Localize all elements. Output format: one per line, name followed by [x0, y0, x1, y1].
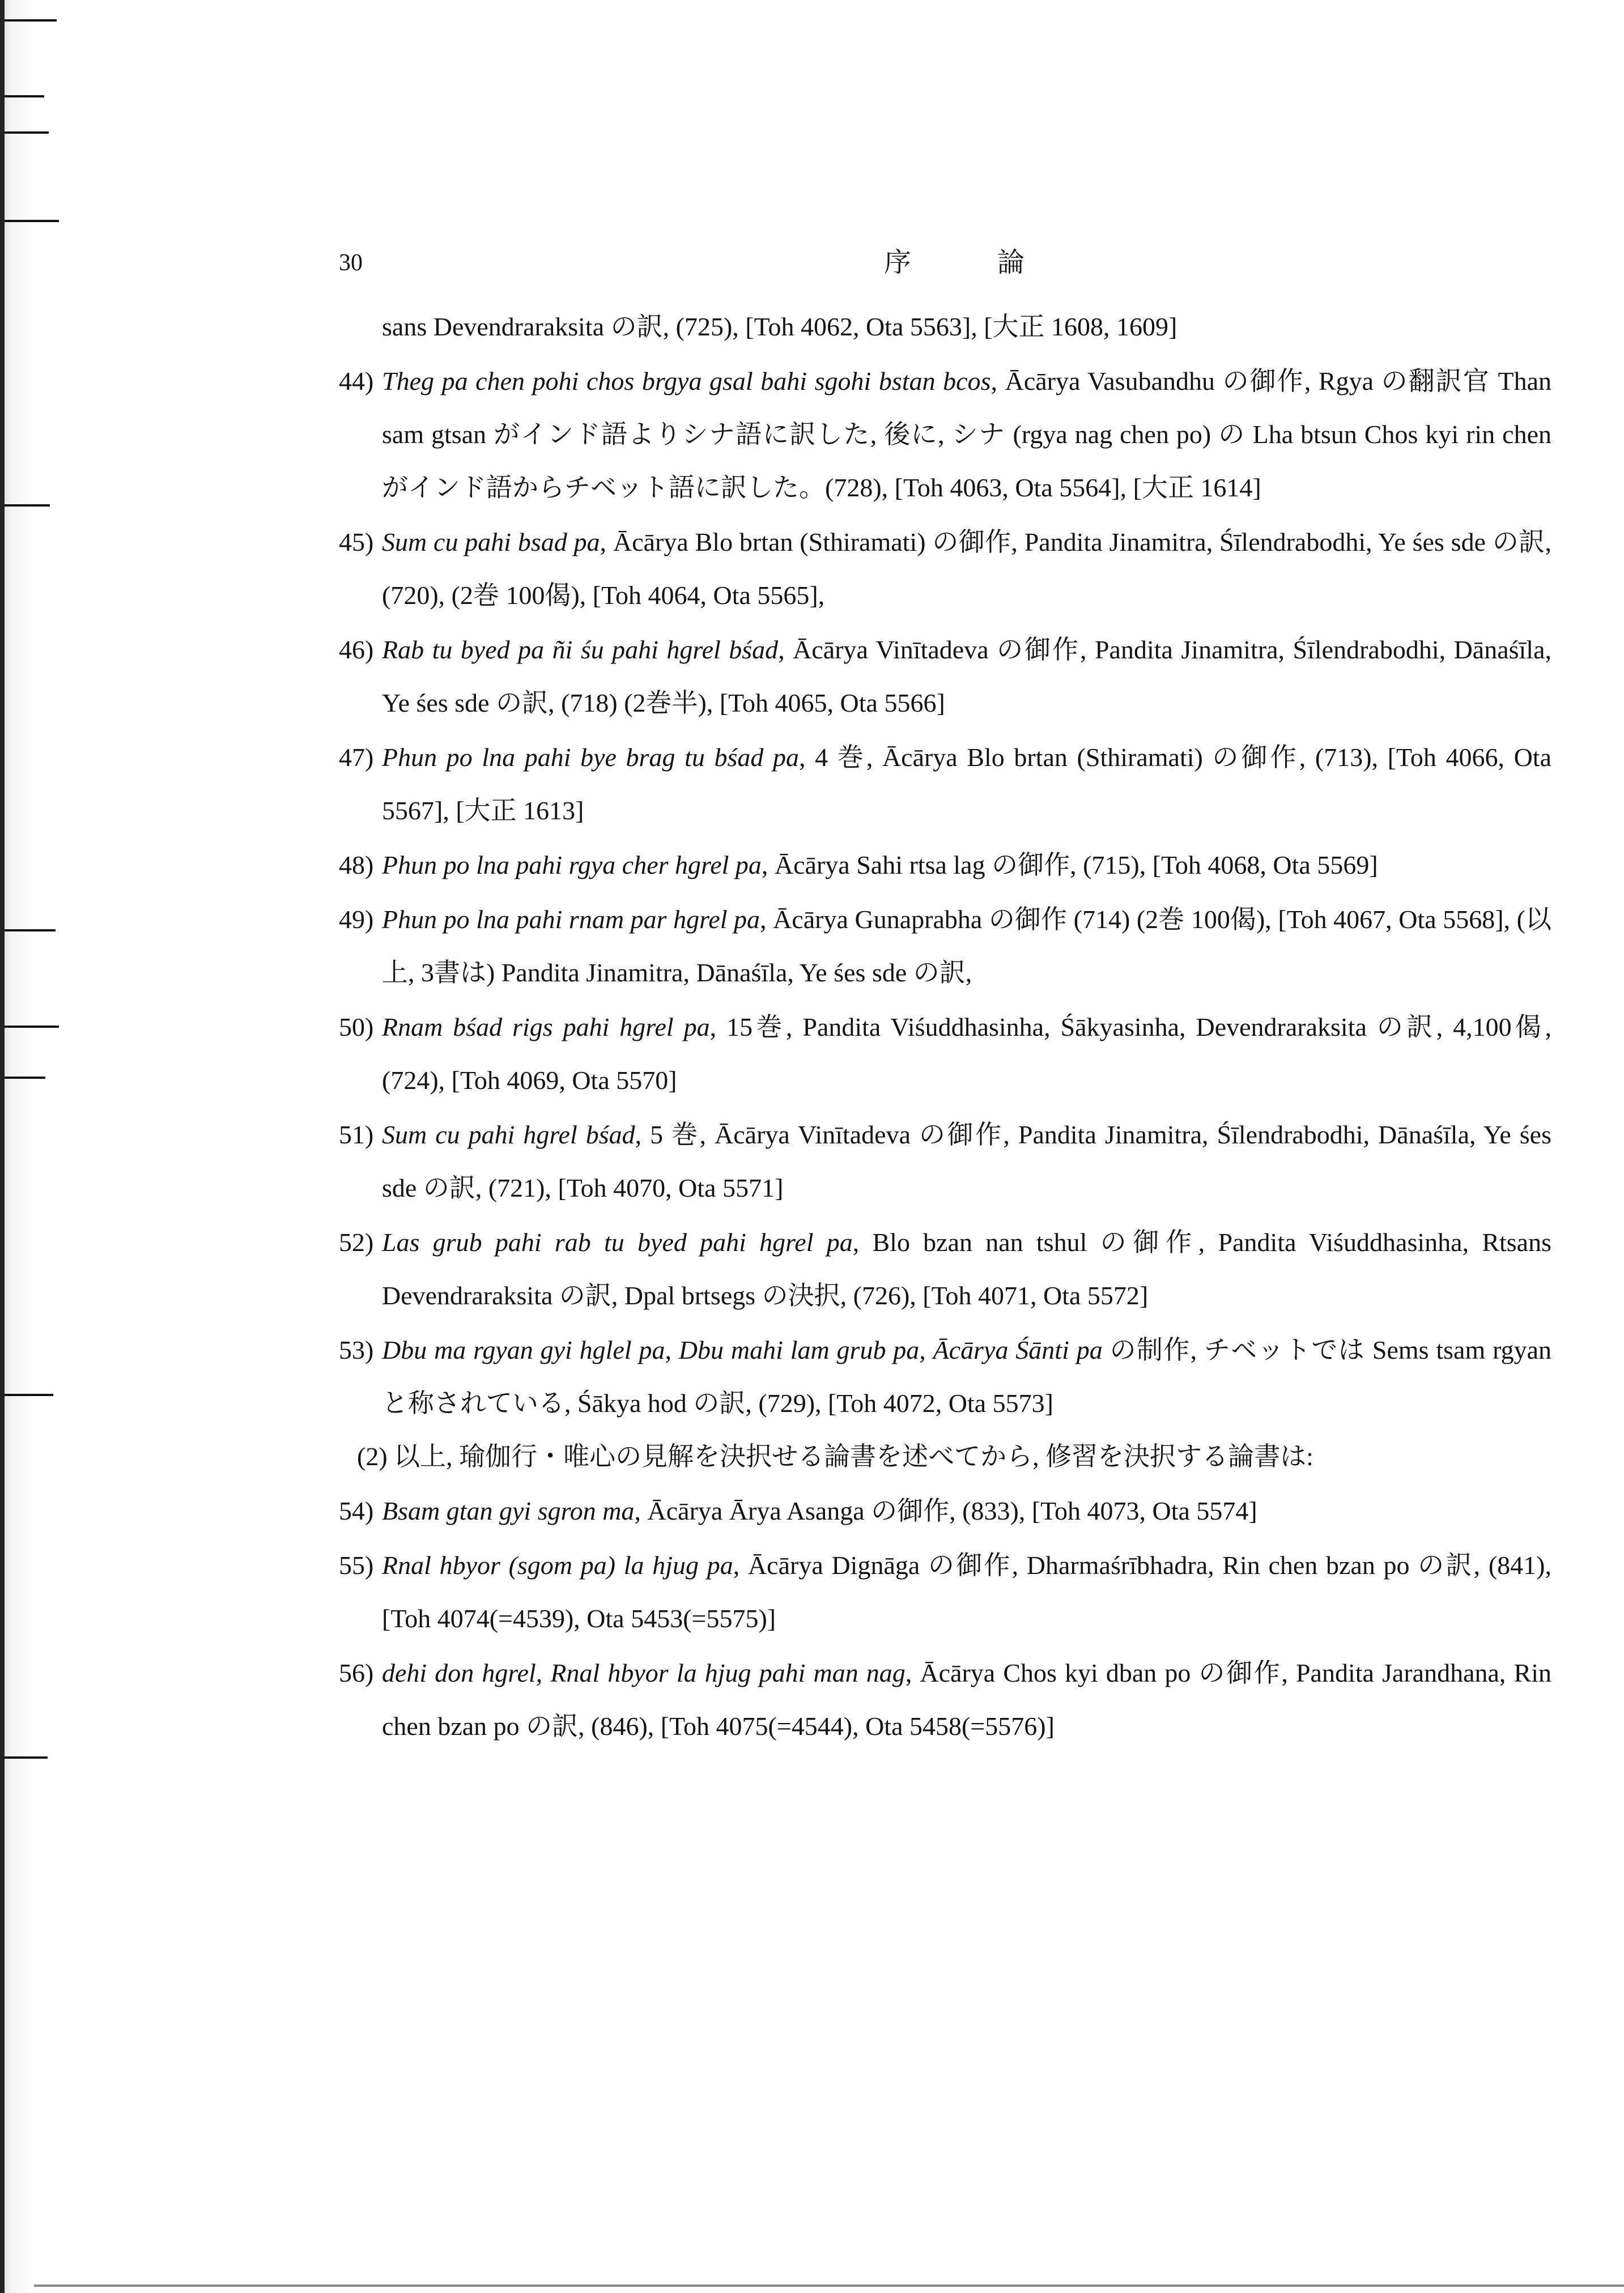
entry-details: , 15巻, Pandita Viśuddhasinha, Śākyasinha, Devendraraksita の訳, 4,100偈, (724), [Toh 4069, Ota 5570]	[382, 1013, 1551, 1095]
entry-number: 46)	[339, 635, 374, 664]
entry-details: , Ācārya Chos kyi dban po の御作, Pandita Jarandhana, Rin chen bzan po の訳, (846), [Toh 4075(=4544), Ota 5458(=5576)]	[382, 1658, 1551, 1741]
entry-number: 51)	[339, 1120, 374, 1149]
entry-number: 49)	[339, 905, 374, 934]
list-item	[339, 731, 1551, 837]
entry-title: dehi don hgrel, Rnal hbyor la hjug pahi man nag	[382, 1658, 905, 1687]
list-item	[339, 1108, 1551, 1215]
edge-tick	[5, 95, 44, 97]
list-item	[339, 893, 1551, 999]
entry-title: Phun po lna pahi rnam par hgrel pa	[382, 905, 760, 934]
entry-details: , 5 巻, Ācārya Vinītadeva の御作, Pandita Jinamitra, Śīlendrabodhi, Dānaśīla, Ye śes sde の訳, (721), [Toh 4070, Ota 5571]	[382, 1120, 1551, 1202]
entry-title: Phun po lna pahi bye brag tu bśad pa	[382, 743, 799, 772]
entry-details: , Ācārya Gunaprabha の御作 (714) (2巻 100偈), [Toh 4067, Ota 5568], (以上, 3書は) Pandita Jinamitra, Dānaśīla, Ye śes sde の訳,	[382, 905, 1551, 987]
entry-title: Phun po lna pahi rgya cher hgrel pa	[382, 850, 762, 879]
entry-title: Rnam bśad rigs pahi hgrel pa	[382, 1013, 710, 1041]
list-item	[339, 355, 1551, 514]
entry-details: , Ācārya Blo brtan (Sthiramati) の御作, Pandita Jinamitra, Śīlendrabodhi, Ye śes sde の訳, (720), (2巻 100偈), [Toh 4064, Ota 5565],	[382, 527, 1551, 610]
entry-number: 54)	[339, 1496, 374, 1525]
entry-title: Rab tu byed pa ñi śu pahi hgrel bśad	[382, 635, 779, 664]
entry-title: Bsam gtan gyi sgron ma	[382, 1496, 635, 1525]
list-item	[339, 839, 1551, 892]
entries-block	[339, 355, 1551, 1430]
edge-tick	[5, 1026, 59, 1028]
entry-details: , Blo bzan nan tshul の御作, Pandita Viśuddhasinha, Rtsans Devendraraksita の訳, Dpal brtsegs の決択, (726), [Toh 4071, Ota 5572]	[382, 1228, 1551, 1310]
continued-entry-line: sans Devendraraksita の訳, (725), [Toh 4062, Ota 5563], [大正 1608, 1609]	[382, 312, 1177, 341]
entry-title: Rnal hbyor (sgom pa) la hjug pa	[382, 1551, 733, 1580]
entry-details: , Ācārya Ārya Asanga の御作, (833), [Toh 4073, Ota 5574]	[634, 1496, 1257, 1525]
edge-tick	[5, 1394, 53, 1396]
entry-details: , Ācārya Dignāga の御作, Dharmaśrībhadra, Rin chen bzan po の訳, (841), [Toh 4074(=4539), Ota 5453(=5575)]	[382, 1551, 1552, 1633]
entry-details: の制作, チベットでは Sems tsam rgyan と称されている, Śākya hod の訳, (729), [Toh 4072, Ota 5573]	[382, 1335, 1551, 1418]
entry-title: Dbu ma rgyan gyi hglel pa, Dbu mahi lam grub pa, Ācārya Śānti pa	[382, 1335, 1103, 1364]
entry-number: 56)	[339, 1658, 374, 1687]
entry-number: 47)	[339, 743, 374, 772]
list-item	[339, 1216, 1551, 1322]
list-item	[339, 1324, 1551, 1430]
list-item	[339, 1484, 1551, 1538]
entry-number: 44)	[339, 367, 374, 395]
entry-number: 48)	[339, 850, 374, 879]
running-head: 序 論	[884, 248, 1065, 278]
binding-edge-line	[0, 0, 5, 2293]
section-heading: (2) 以上, 瑜伽行・唯心の見解を決択せる論書を述べてから, 修習を決択する論書は:	[357, 1442, 1313, 1471]
edge-tick	[5, 929, 56, 931]
edge-tick	[5, 19, 57, 22]
page-number: 30	[339, 250, 363, 276]
entry-number: 52)	[339, 1228, 374, 1257]
entry-details: , 4 巻, Ācārya Blo brtan (Sthiramati) の御作, (713), [Toh 4066, Ota 5567], [大正 1613]	[382, 743, 1551, 825]
body-text	[339, 300, 1551, 1754]
list-item	[339, 1001, 1551, 1107]
entry-details: , Ācārya Sahi rtsa lag の御作, (715), [Toh 4068, Ota 5569]	[761, 850, 1378, 879]
list-item	[339, 1647, 1551, 1753]
list-item	[339, 623, 1551, 730]
entries-block-after	[339, 1484, 1551, 1753]
bottom-scan-line	[34, 2285, 1624, 2287]
edge-tick	[5, 504, 50, 507]
entry-number: 53)	[339, 1335, 374, 1364]
entry-title: Sum cu pahi bsad pa	[382, 527, 600, 556]
entry-title: Theg pa chen pohi chos brgya gsal bahi sgohi bstan bcos	[382, 367, 991, 395]
entry-title: Las grub pahi rab tu byed pahi hgrel pa	[382, 1228, 853, 1257]
scan-edge-shadow	[0, 0, 85, 2293]
entry-details: , Ācārya Vasubandhu の御作, Rgya の翻訳官 Than sam gtsan がインド語よりシナ語に訳した, 後に, シナ (rgya nag chen po) の Lha btsun Chos kyi rin chen がインド語からチベット語に訳した。(728), [Toh 4063, Ota 5564], [大正 1614]	[382, 367, 1552, 502]
entry-number: 45)	[339, 527, 374, 556]
edge-tick	[5, 220, 59, 222]
list-item	[339, 516, 1551, 622]
entry-number: 50)	[339, 1013, 374, 1041]
list-item	[339, 1539, 1551, 1645]
edge-tick	[5, 1756, 48, 1759]
edge-tick	[5, 131, 49, 134]
entry-title: Sum cu pahi hgrel bśad	[382, 1120, 635, 1149]
entry-number: 55)	[339, 1551, 374, 1580]
entry-details: , Ācārya Vinītadeva の御作, Pandita Jinamitra, Śīlendrabodhi, Dānaśīla, Ye śes sde の訳, (718) (2巻半), [Toh 4065, Ota 5566]	[382, 635, 1551, 717]
edge-tick	[5, 1077, 45, 1079]
